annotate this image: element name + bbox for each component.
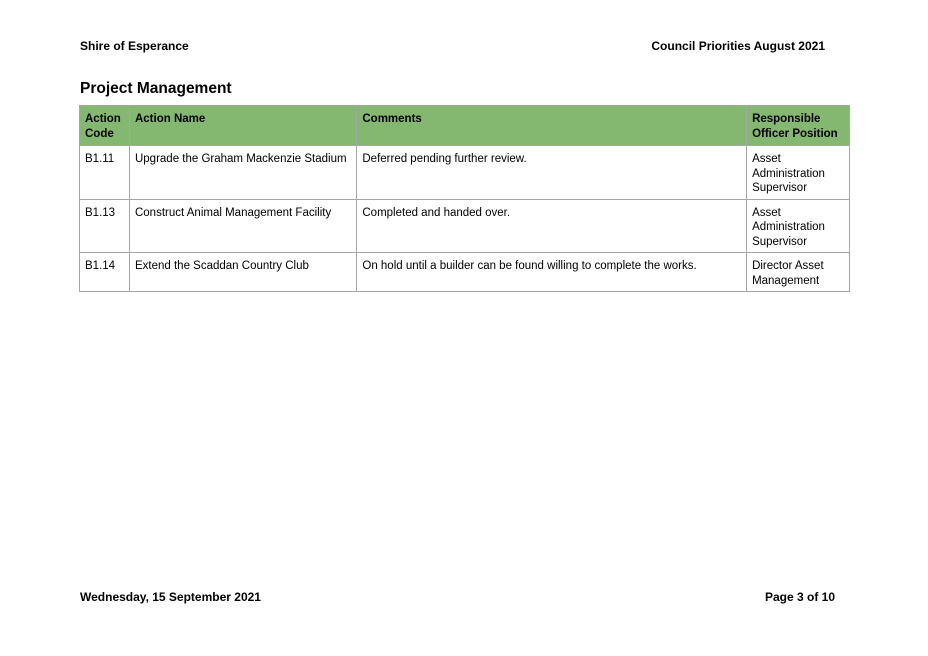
officer-line: Management: [752, 274, 820, 287]
table-row: [80, 199, 850, 253]
officer-line: Supervisor: [752, 235, 808, 248]
header-officer-line2: Officer Position: [752, 127, 838, 140]
officer-line: Supervisor: [752, 182, 808, 194]
header-action-name: Action Name: [129, 106, 356, 146]
table-header-row: [80, 106, 850, 146]
officer-cell: [747, 199, 850, 253]
table-row: [80, 253, 850, 292]
header-officer-line1: Responsible: [752, 113, 821, 125]
comments-cell: Deferred pending further review.: [357, 146, 747, 200]
comments-cell: Completed and handed over.: [357, 199, 747, 253]
officer-line: Director Asset: [752, 260, 824, 272]
action-code-cell: B1.14: [80, 253, 130, 292]
officer-line: Asset: [752, 153, 781, 165]
header-responsible-officer: [747, 106, 850, 146]
action-name-cell: Construct Animal Management Facility: [129, 199, 356, 253]
section-title: Project Management: [80, 80, 232, 97]
header-action-code-line1: Action: [85, 113, 121, 125]
officer-cell: [747, 146, 850, 200]
officer-line: Administration: [752, 167, 825, 180]
page-number: Page 3 of 10: [764, 590, 835, 604]
officer-line: Asset: [752, 206, 781, 219]
priorities-table: [79, 105, 850, 292]
officer-line: Administration: [752, 221, 825, 233]
header-action-code-line2: Code: [85, 127, 114, 140]
header-comments: Comments: [357, 106, 747, 146]
action-name-cell: Upgrade the Graham Mackenzie Stadium: [129, 146, 356, 200]
action-code-cell: B1.11: [80, 146, 130, 200]
action-name-cell: Extend the Scaddan Country Club: [129, 253, 356, 292]
report-date: Wednesday, 15 September 2021: [80, 590, 261, 604]
comments-cell: On hold until a builder can be found willing to complete the works.: [357, 253, 747, 292]
officer-cell: [747, 253, 850, 292]
report-title: Council Priorities August 2021: [651, 39, 825, 53]
organisation-name: Shire of Esperance: [80, 39, 189, 53]
action-code-cell: B1.13: [80, 199, 130, 253]
table-row: [80, 146, 850, 200]
header-action-code: [80, 106, 130, 146]
